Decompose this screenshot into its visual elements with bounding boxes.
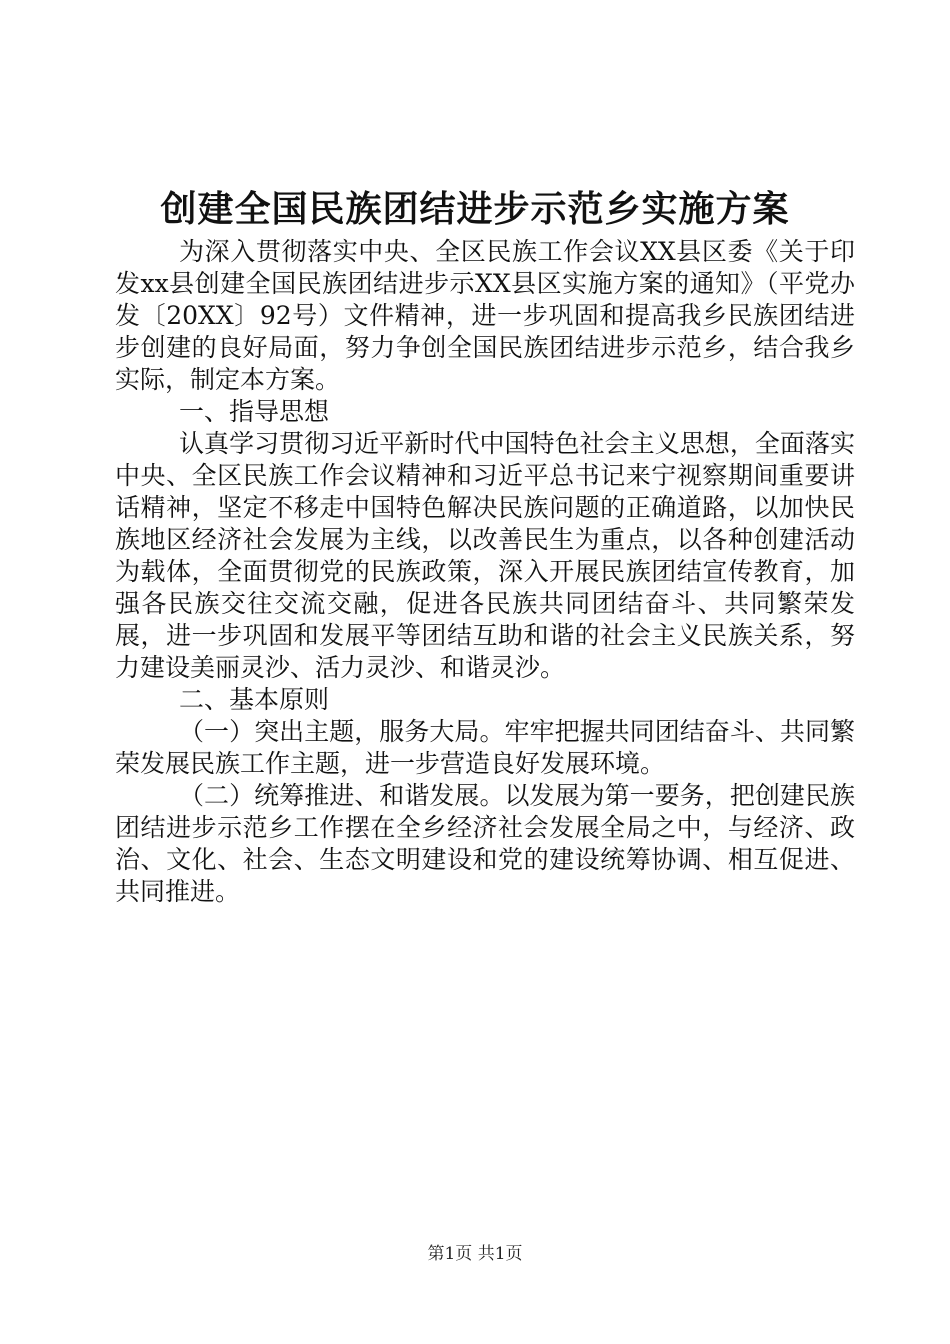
section-heading-guiding-ideology: 一、指导思想 [179, 397, 330, 426]
document-title: 创建全国民族团结进步示范乡实施方案 [160, 188, 790, 230]
guiding-ideology-paragraph: 认真学习贯彻习近平新时代中国特色社会主义思想，全面落实中央、全区民族工作会议精神和习近平总书记来宁视察期间重要讲话精神，坚定不移走中国特色解决民族问题的正确道路，以加快民族地区经济社会发展为主线，以改善民生为重点，以各种创建活动为载体，全面贯彻党的民族政策，深入开展民族团结宣传教育，加强各民族交往交流交融，促进各民族共同团结奋斗、共同繁荣发展，进一步巩固和发展平等团结互助和谐的社会主义民族关系，努力建设美丽灵沙、活力灵沙、和谐灵沙。 [115, 429, 855, 682]
section-heading-basic-principles: 二、基本原则 [179, 685, 330, 714]
intro-paragraph: 为深入贯彻落实中央、全区民族工作会议XX县区委《关于印发xx县创建全国民族团结进步示XX县区实施方案的通知》（平党办发〔20XX〕92号）文件精神，进一步巩固和提高我乡民族团结进步创建的良好局面，努力争创全国民族团结进步示范乡，结合我乡实际，制定本方案。 [115, 237, 855, 394]
principle-one-paragraph: （一）突出主题，服务大局。牢牢把握共同团结奋斗、共同繁荣发展民族工作主题，进一步营造良好发展环境。 [115, 717, 855, 778]
document-body [115, 236, 855, 908]
page-number-footer: 第1页 共1页 [427, 1244, 523, 1264]
principle-two-paragraph: （二）统筹推进、和谐发展。以发展为第一要务，把创建民族团结进步示范乡工作摆在全乡经济社会发展全局之中，与经济、政治、文化、社会、生态文明建设和党的建设统筹协调、相互促进、共同推进。 [115, 781, 855, 906]
